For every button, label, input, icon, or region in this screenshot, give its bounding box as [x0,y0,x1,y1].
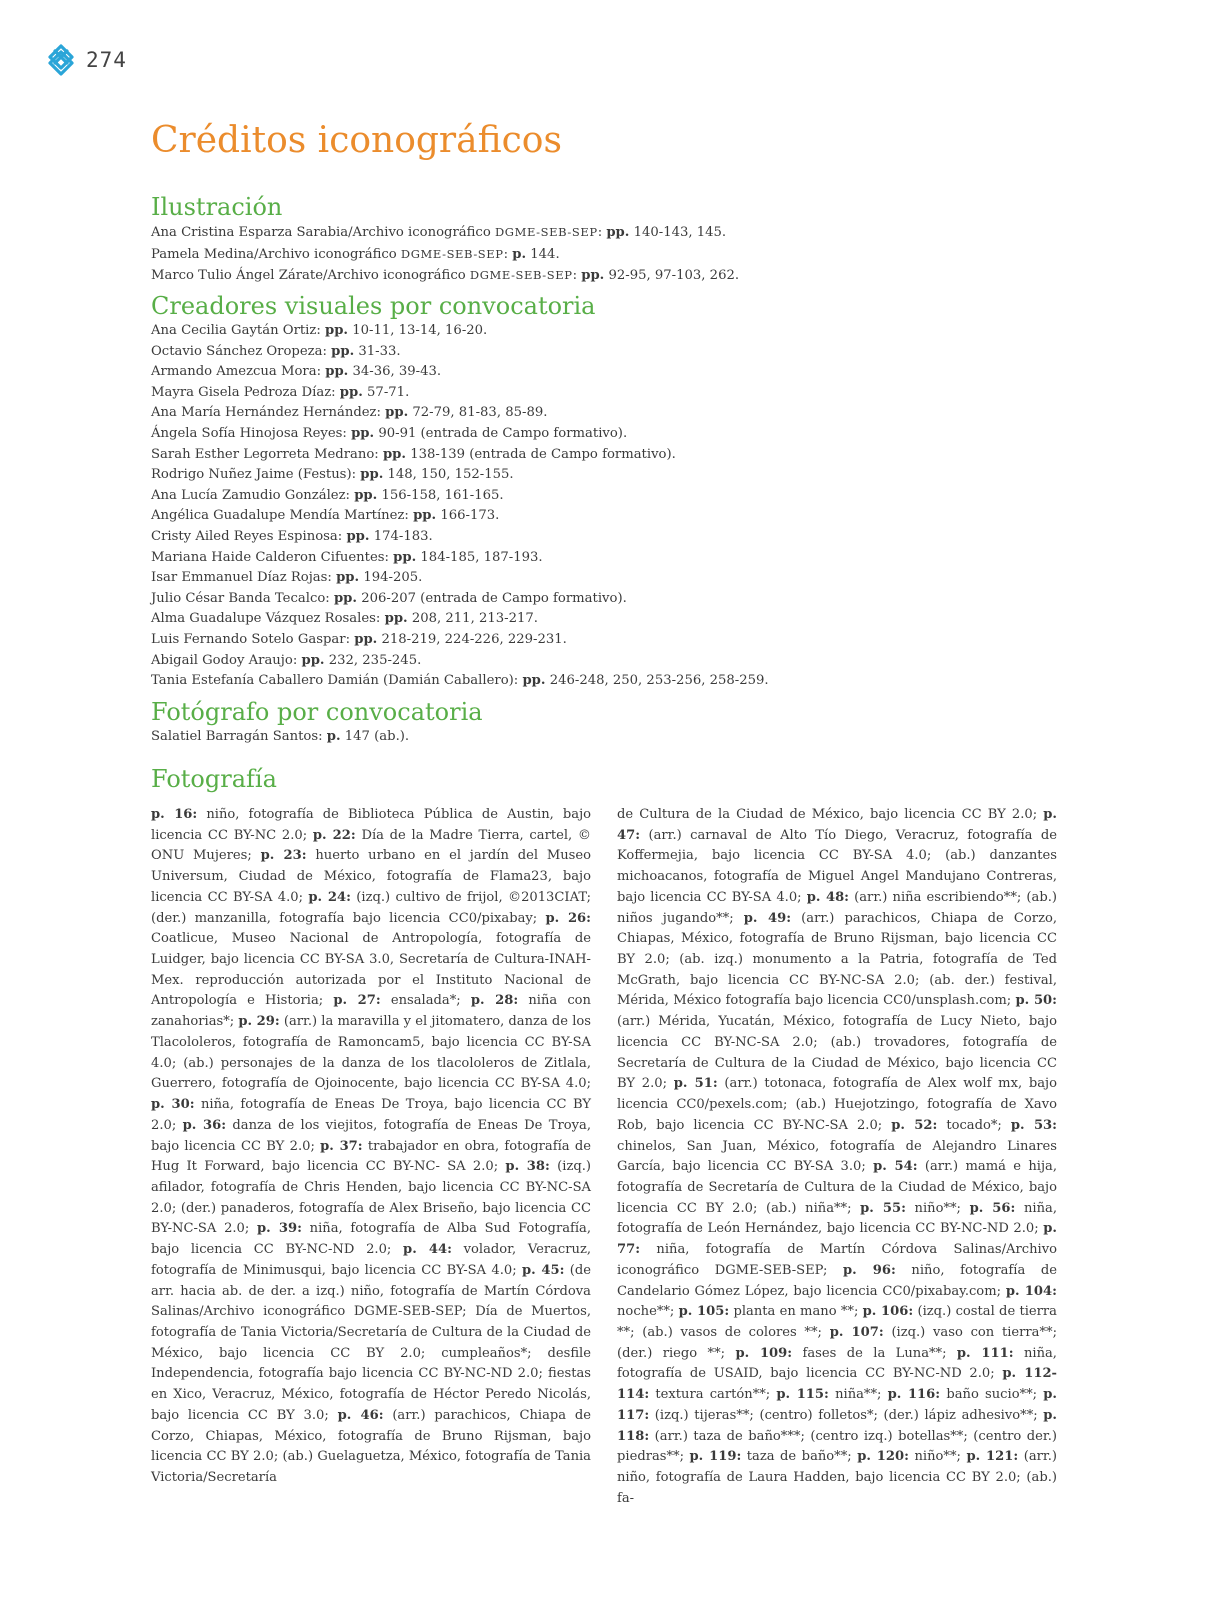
credit-name: Pamela Medina/Archivo iconográfico [151,246,397,262]
credit-text: de Cultura de la Ciudad de México, bajo licencia CC BY 2.0; [617,807,1044,822]
credit-page-ref: p. 77: [617,1221,1057,1258]
credit-page-label: pp. [581,268,605,284]
credit-page-label: pp. [301,652,325,668]
credit-text: (arr.) carnaval de Alto Tío Diego, Veracruz, fotografía de Koffermejia, bajo licencia CC BY-SA 4.0; (ab.) danzantes michoacanos, fotografía de Miguel Angel Mandujano Contreras, bajo licencia CC BY-SA 4.0; [617,827,1057,905]
credit-pages: 34-36, 39-43. [352,364,442,380]
credit-page-label: pp. [413,508,437,524]
credit-text: fases de la Luna**; [792,1345,957,1361]
credit-text: (arr.) Mérida, Yucatán, México, fotografía de Lucy Nieto, bajo licencia CC BY-NC-SA 2.0; (ab.) trovadores, fotografía de Secretaría de Cultura de la Ciudad de México, bajo licencia CC BY 2.0; [617,1014,1057,1092]
credit-page-ref: p. 24: [308,889,351,905]
credit-text: (arr.) niña escribiendo**; (ab.) niños jugando**; [617,889,1057,926]
credit-page-ref: p. 54: [873,1159,918,1175]
credit-line [151,342,1051,363]
credit-page-label: pp. [336,570,360,586]
credit-line [151,506,1051,527]
credit-pages: 92-95, 97-103, 262. [608,268,740,284]
credit-line [151,424,1051,445]
credit-page-ref: p. 26: [545,910,591,926]
credit-page-label: pp. [339,384,363,400]
credit-page-label: p. [326,729,341,744]
credit-page-ref: p. 38: [505,1159,550,1175]
credit-org: DGME-SEB-SEP [400,246,504,261]
credit-page-label: pp. [354,487,378,503]
credit-text: niño, fotografía de Biblioteca Pública de Austin, bajo licencia CC BY-NC 2.0; [151,807,592,843]
credit-line [151,383,1051,404]
credit-name: Ana Lucía Zamudio González: [151,487,350,503]
photo-credits-paragraph [617,805,1057,1509]
credit-page-ref: p. 27: [333,993,381,1009]
credit-text: ensalada*; [380,993,471,1009]
credit-pages: 194-205. [363,570,423,586]
credit-text: (arr.) totonaca, fotografía de Alex wolf mx, bajo licencia CC0/pexels.com; (ab.) Huejotzingo, fotografía de Xavo Rob, bajo licencia CC BY-NC-SA 2.0; [617,1076,1058,1133]
section-creadores [151,292,1051,692]
credit-pages: 138-139 (entrada de Campo formativo). [410,446,676,462]
credit-name: Mayra Gisela Pedroza Díaz: [151,384,336,400]
page-title: Créditos iconográficos [151,120,562,161]
credit-text: niño, fotografía de Candelario Gómez López, bajo licencia CC0/pixabay.com; [617,1262,1057,1299]
section-ilustracion [151,193,1051,287]
credit-page-ref: p. 117: [617,1387,1057,1423]
credit-page-ref: p. 121: [966,1449,1019,1465]
credit-pages: 208, 211, 213-217. [411,611,538,627]
credit-name: Marco Tulio Ángel Zárate/Archivo iconográfico [151,268,466,284]
credit-text: (arr.) niño, fotografía de Laura Hadden, bajo licencia CC BY 2.0; (ab.) fa- [617,1449,1057,1506]
credit-name: Octavio Sánchez Oropeza: [151,343,327,359]
credit-page-ref: p. 28: [470,993,519,1009]
credit-text: Día de la Madre Tierra, cartel, © ONU Mujeres; [151,827,591,864]
credit-name: Salatiel Barragán Santos: [151,729,323,744]
credit-page-ref: p. 46: [337,1407,384,1423]
credit-page-ref: p. 96: [843,1262,896,1278]
credit-pages: 57-71. [367,384,410,400]
page-header [46,40,127,80]
credit-page-label: pp. [606,225,630,240]
credit-page-ref: p. 50: [1015,993,1057,1009]
credit-page-label: pp. [333,590,357,606]
credit-text: (arr.) parachicos, Chiapa de Corzo, Chiapas, México, fotografía de Bruno Rijsman, bajo licencia CC BY 2.0; (ab.) Guelaguetza, México, fotografía de Tania Victoria/Secretaría [151,1407,592,1485]
credit-page-ref: p. 47: [617,807,1057,843]
credit-page-ref: p. 16: [151,807,198,822]
credit-page-label: pp. [360,467,384,483]
credit-page-label: pp. [384,611,408,627]
credit-page-ref: p. 48: [806,889,850,905]
credit-page-ref: p. 116: [887,1387,941,1403]
photo-credits-paragraph [151,805,591,1489]
credit-name: Isar Emmanuel Díaz Rojas: [151,570,332,586]
credit-page-ref: p. 106: [862,1304,914,1320]
credit-org: DGME-SEB-SEP [494,225,598,239]
credit-name: Alma Guadalupe Vázquez Rosales: [151,611,381,627]
credit-page-label: pp. [522,673,546,689]
credit-org: DGME-SEB-SEP [469,268,573,283]
credit-page-ref: p. 23: [260,848,307,864]
section-heading: Creadores visuales por convocatoria [151,292,596,320]
credit-pages: 10-11, 13-14, 16-20. [352,323,488,338]
credit-page-ref: p. 39: [257,1221,302,1237]
credit-name: Mariana Haide Calderon Cifuentes: [151,549,389,565]
credit-page-ref: p. 120: [857,1449,909,1465]
credit-page-label: pp. [385,405,409,421]
credit-text: niña, fotografía de Martín Córdova Salinas/Archivo iconográfico DGME-SEB-SEP; [617,1242,1057,1278]
credit-line [151,321,1051,342]
credit-text: niña, fotografía de Eneas De Troya, bajo licencia CC BY 2.0; [151,1097,591,1133]
credit-page-ref: p. 104: [1005,1283,1057,1299]
credit-page-ref: p. 107: [829,1324,884,1340]
credit-line [151,568,1051,589]
photo-credits-right-column [617,805,1057,1509]
credit-list [151,321,1051,692]
credit-page-ref: p. 112-114: [617,1366,1057,1403]
credit-page-ref: p. 51: [673,1076,718,1092]
credit-pages: 72-79, 81-83, 85-89. [412,405,548,421]
credit-page-ref: p. 119: [689,1449,742,1465]
credit-text: baño sucio**; [940,1387,1044,1403]
credit-pages: 174-183. [373,528,433,544]
credit-pages: 156-158, 161-165. [381,487,504,503]
credit-line [151,548,1051,569]
credit-list [151,727,1051,748]
section-fotografia [151,765,1051,794]
credit-name: Abigail Godoy Araujo: [151,652,298,668]
credit-text: trabajador en obra, fotografía de Hug It Forward, bajo licencia CC BY-NC- SA 2.0; [151,1138,591,1175]
photo-credits-left-column [151,805,591,1489]
credit-text: textura cartón**; [649,1387,777,1403]
credit-page-ref: p. 55: [860,1200,906,1216]
credit-text: noche**; [617,1304,679,1320]
credit-text: (arr.) parachicos, Chiapa de Corzo, Chiapas, México, fotografía de Bruno Rijsman, bajo licencia CC BY 2.0; (ab. izq.) monumento a la Patria, fotografía de Ted McGrath, bajo licencia CC BY-NC-SA 2.0; (ab. der.) festival, Mérida, México fotografía bajo licencia CC0/unsplash.com; [617,910,1058,1009]
credit-line [151,486,1051,507]
credit-page-ref: p. 36: [182,1117,227,1133]
section-heading: Fotógrafo por convocatoria [151,698,483,726]
credit-text: taza de baño**; [741,1449,858,1465]
credit-line [151,362,1051,383]
credit-page-ref: p. 56: [969,1200,1016,1216]
credit-page-label: pp. [382,446,406,462]
credit-pages: 31-33. [358,343,401,359]
decorative-knot-icon [46,43,76,77]
credit-line [151,445,1051,466]
credit-page-ref: p. 44: [403,1242,452,1258]
credit-name: Luis Fernando Sotelo Gaspar: [151,631,351,647]
credit-line [151,651,1051,672]
credit-text: niño**; [905,1200,970,1216]
credit-page-ref: p. 29: [238,1014,280,1030]
credit-line [151,527,1051,548]
credit-line: Marco Tulio Ángel Zárate/Archivo iconográfico DGME-SEB-SEP: pp. 92-95, 97-103, 262. [151,268,740,284]
credit-pages: 90-91 (entrada de Campo formativo). [378,425,628,441]
section-fotografo [151,698,1051,748]
credit-page-ref: p. 30: [151,1097,195,1113]
credit-pages: 144. [530,246,560,262]
credit-name: Tania Estefanía Caballero Damián (Damián Caballero): [151,673,519,689]
credit-pages: 184-185, 187-193. [420,549,543,565]
credit-text: Coatlicue, Museo Nacional de Antropología, fotografía de Luidger, bajo licencia CC BY-SA 3.0, Secretaría de Cultura-INAH-Mex. reproducción autorizada por el Instituto Nacional de Antropología e Historia; [151,931,591,1009]
credit-name: Rodrigo Nuñez Jaime (Festus): [151,467,357,483]
credit-list [151,222,1051,287]
credit-text: danza de los viejitos, fotografía de Eneas De Troya, bajo licencia CC BY 2.0; [151,1117,591,1154]
credit-text: planta en mano **; [729,1304,863,1320]
credit-pages: 206-207 (entrada de Campo formativo). [361,590,627,606]
credit-page-label: pp. [354,631,378,647]
credit-line [151,727,1051,748]
credit-name: Sarah Esther Legorreta Medrano: [151,446,379,462]
credit-name: Ana Cristina Esparza Sarabia/Archivo iconográfico [151,225,491,240]
credit-text: niño**; [908,1449,967,1465]
credit-pages: 218-219, 224-226, 229-231. [381,631,567,647]
credit-name: Julio César Banda Tecalco: [151,590,330,606]
credit-pages: 147 (ab.). [344,729,410,744]
credit-page-label: pp. [346,528,370,544]
credit-name: Cristy Ailed Reyes Espinosa: [151,528,343,544]
credit-text: (izq.) costal de tierra **; (ab.) vasos de colores **; [617,1304,1057,1340]
credit-page-label: pp. [393,549,417,565]
credit-line: Ana Cristina Esparza Sarabia/Archivo iconográfico DGME-SEB-SEP: pp. 140-143, 145. [151,225,727,240]
credit-text: (izq.) tijeras**; (centro) folletos*; (der.) lápiz adhesivo**; [649,1407,1044,1423]
credit-page-label: pp. [331,343,355,359]
credit-page-ref: p. 111: [956,1345,1014,1361]
section-heading: Ilustración [151,193,283,221]
credit-text: huerto urbano en el jardín del Museo Universum, Ciudad de México, fotografía de Flama23, bajo licencia CC BY-SA 4.0; [151,848,592,905]
credit-page-ref: p. 22: [312,827,356,843]
credit-text: volador, Veracruz, fotografía de Minimusqui, bajo licencia CC BY-SA 4.0; [151,1242,592,1278]
credit-page-ref: p. 115: [776,1387,829,1403]
credit-pages: 140-143, 145. [633,225,727,240]
credit-name: Ana Cecilia Gaytán Ortiz: [151,323,321,338]
credit-name: Armando Amezcua Mora: [151,364,322,380]
credit-line [151,630,1051,651]
credit-text: niña**; [828,1387,888,1403]
credit-name: Ángela Sofía Hinojosa Reyes: [151,425,347,441]
credit-name: Ana María Hernández Hernández: [151,405,381,421]
credit-line [151,465,1051,486]
credit-text: niña con zanahorias*; [151,993,591,1030]
credit-line [151,403,1051,424]
credit-name: Angélica Guadalupe Mendía Martínez: [151,508,409,524]
credit-page-ref: p. 118: [617,1407,1057,1444]
credit-text: (izq.) afilador, fotografía de Chris Henden, bajo licencia CC BY-NC-SA 2.0; (der.) panaderos, fotografía de Alex Briseño, bajo licencia CC BY-NC-SA 2.0; [151,1159,591,1237]
credit-page-label: p. [512,246,527,262]
credit-page-ref: p. 37: [320,1138,363,1154]
credit-text: niña, fotografía de León Hernández, bajo licencia CC BY-NC-ND 2.0; [617,1200,1057,1237]
credit-text: (arr.) mamá e hija, fotografía de Secretaría de Cultura de la Ciudad de México, bajo licencia CC BY 2.0; (ab.) niña**; [617,1159,1057,1216]
credit-line [151,671,1051,692]
credit-pages: 246-248, 250, 253-256, 258-259. [549,673,769,689]
credit-line [151,609,1051,630]
credit-pages: 148, 150, 152-155. [387,467,514,483]
credit-page-ref: p. 109: [735,1345,793,1361]
credit-page-ref: p. 49: [743,910,792,926]
credit-pages: 232, 235-245. [328,652,422,668]
credit-text: chinelos, San Juan, México, fotografía de Alejandro Linares García, bajo licencia CC BY-SA 3.0; [617,1138,1057,1175]
credit-text: niña, fotografía de USAID, bajo licencia CC BY-NC-ND 2.0; [617,1345,1057,1382]
credit-page-label: pp. [351,425,375,441]
credit-text: (de arr. hacia ab. de der. a izq.) niño, fotografía de Martín Córdova Salinas/Archivo iconográfico DGME-SEB-SEP; Día de Muertos, fotografía de Tania Victoria/Secretaría de Cultura de la Ciudad de México, bajo licencia CC BY 2.0; cumpleaños*; desfile Independencia, fotografía bajo licencia CC BY-NC-ND 2.0; fiestas en Xico, Veracruz, México, fotografía de Héctor Peredo Nicolás, bajo licencia CC BY 3.0; [151,1262,592,1423]
credit-pages: 166-173. [440,508,500,524]
credit-line: Pamela Medina/Archivo iconográfico DGME-SEB-SEP: p. 144. [151,246,560,262]
credit-text: tocado*; [937,1117,1011,1133]
page-number: 274 [86,48,127,72]
credit-text: (izq.) cultivo de frijol, ©2013CIAT; (der.) manzanilla, fotografía bajo licencia CC0/pixabay; [151,889,591,926]
credit-page-ref: p. 52: [891,1117,938,1133]
credit-text: (arr.) taza de baño***; (centro izq.) botellas**; (centro der.) piedras**; [617,1428,1057,1465]
credit-text: (izq.) vaso con tierra**; (der.) riego **; [617,1324,1057,1361]
credit-page-ref: p. 105: [678,1304,730,1320]
credit-text: (arr.) la maravilla y el jitomatero, danza de los Tlacololeros, fotografía de Ramoncam5, bajo licencia CC BY-SA 4.0; (ab.) personajes de la danza de los tlacololeros de Zitlala, Guerrero, fotografía de Ojoinocente, bajo licencia CC BY-SA 4.0; [151,1014,591,1092]
credit-page-label: pp. [324,323,349,338]
section-heading: Fotografía [151,765,277,793]
credit-page-ref: p. 45: [521,1262,565,1278]
credit-page-ref: p. 53: [1010,1117,1057,1133]
credit-text: niña, fotografía de Alba Sud Fotografía, bajo licencia CC BY-NC-ND 2.0; [151,1221,592,1258]
credit-line [151,589,1051,610]
credit-page-label: pp. [325,364,349,380]
